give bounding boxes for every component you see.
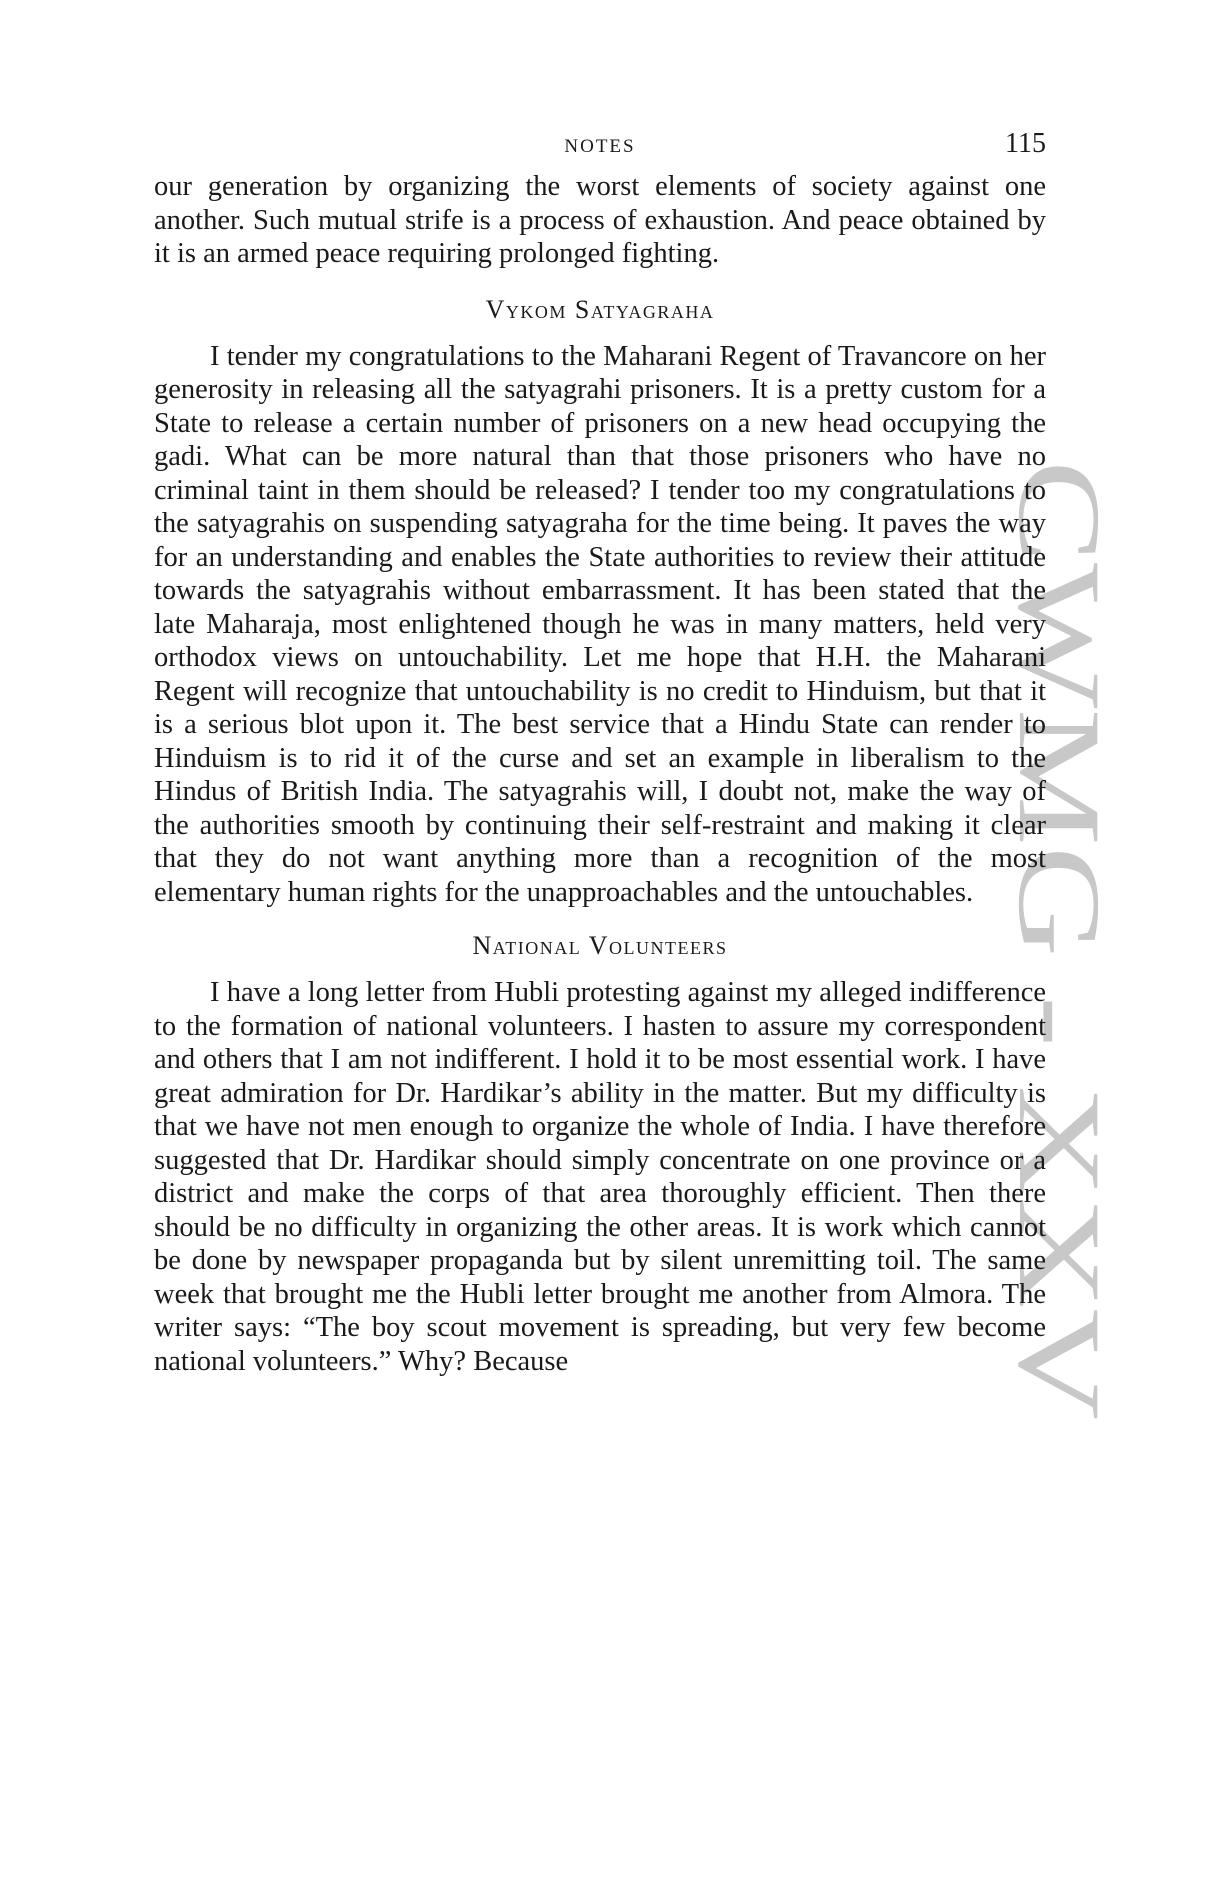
watermark-text: CWMG - XXV — [994, 460, 1125, 1195]
opening-paragraph: our generation by organizing the worst elements of society against one another. Such mutual strife is a process of exhaustion. And peace obtained by it is an armed peace requiring prolonged fighting. — [154, 171, 1046, 269]
page-number: 115 — [1005, 128, 1046, 159]
paragraph-national-volunteers: I have a long letter from Hubli protesting against my alleged indifference to the formation of national volunteers. I hasten to assure my correspondent and others that I am not indifferent. I hold it to be most essential work. I have great admiration for Dr. Hardikar’s ability in the matter. But my difficulty is that we have not men enough to organize the whole of India. I have therefore suggested that Dr. Hardikar should simply concentrate on one province or a district and make the corps of that area thoroughly efficient. Then there should be no difficulty in organizing the other areas. It is work which cannot be done by newspaper propaganda but by silent unremitting toil. The same week that brought me the Hubli letter brought me another from Almora. The writer says: “The boy scout movement is spreading, but very few become national volunteers.” Why? Because — [154, 977, 1046, 1377]
running-title: NOTES — [564, 136, 636, 157]
page-body — [154, 128, 1046, 1378]
running-head — [154, 128, 1046, 164]
section-heading-vykom-satyagraha: Vykom Satyagraha — [485, 294, 715, 324]
paragraph-vykom-satyagraha: I tender my congratulations to the Maharani Regent of Travancore on her generosity in releasing all the satyagrahi prisoners. It is a pretty custom for a State to release a certain number of prisoners on a new head occupying the gadi. What can be more natural than that those prisoners who have no criminal taint in them should be released? I tender too my congratulations to the satyagrahis on suspending satyagraha for the time being. It paves the way for an understanding and enables the State authorities to review their attitude towards the satyagrahis without embarrassment. It has been stated that the late Maharaja, most enlightened though he was in many matters, held very orthodox views on untouchability. Let me hope that H.H. the Maharani Regent will recognize that untouchability is no credit to Hinduism, but that it is a serious blot upon it. The best service that a Hindu State can render to Hinduism is to rid it of the curse and set an example in liberalism to the Hindus of British India. The satyagrahis will, I doubt not, make the way of the authorities smooth by continuing their self-restraint and making it clear that they do not want anything more than a recognition of the most elementary human rights for the unapproachables and the untouchables. — [154, 340, 1046, 908]
section-heading-national-volunteers: National Volunteers — [472, 931, 728, 960]
